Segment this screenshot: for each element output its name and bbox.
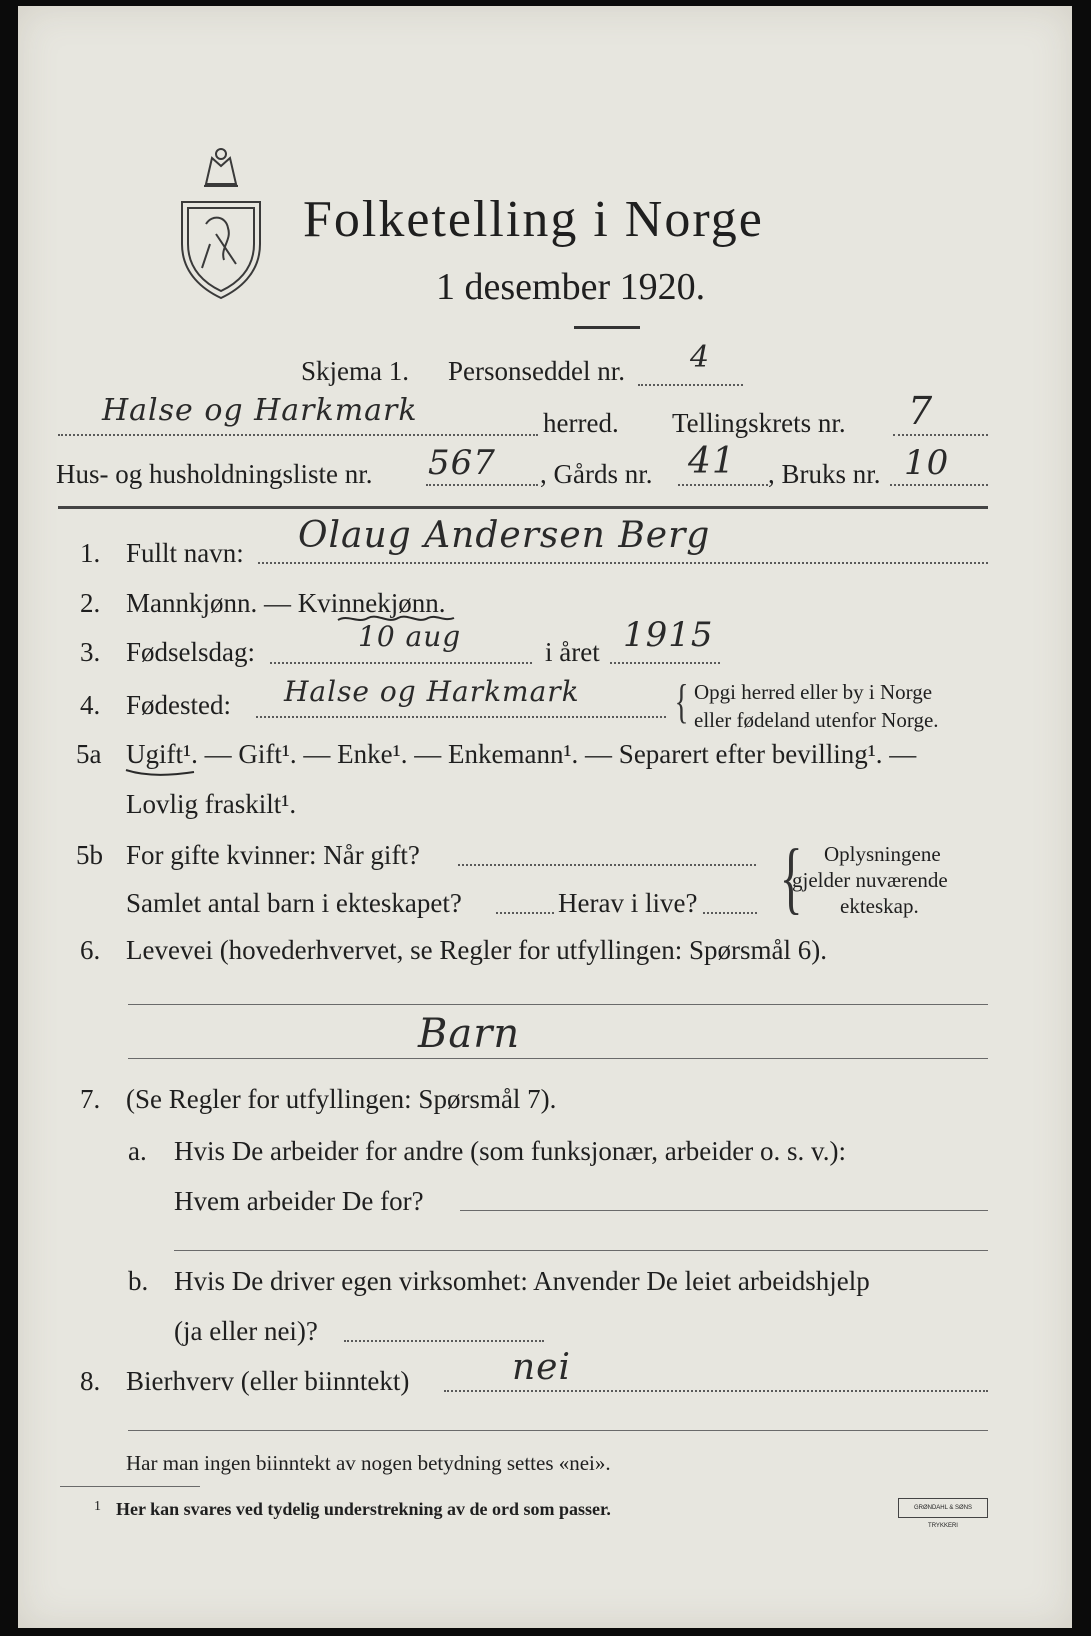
q5a-line1: Ugift¹. — Gift¹. — Enke¹. — Enkemann¹. — Separert efter bevilling¹. — (126, 739, 917, 769)
q1-value: Olaug Andersen Berg (298, 515, 711, 556)
gards-line (678, 484, 768, 486)
tellingskrets-line (893, 434, 988, 436)
bruks-label: , Bruks nr. (768, 459, 881, 489)
q7-label: (Se Regler for utfyllingen: Spørsmål 7). (126, 1084, 557, 1114)
title-divider (574, 326, 640, 329)
q7a-line1: Hvis De arbeider for andre (som funksjonær, arbeider o. s. v.): (174, 1136, 846, 1166)
q3-year-label: i året (545, 637, 600, 667)
form-title: Folketelling i Norge (303, 191, 764, 248)
q1-line (258, 562, 988, 564)
q7b-number: b. (128, 1266, 149, 1296)
q4-note-2: eller fødeland utenfor Norge. (694, 708, 939, 732)
q8-value: nei (512, 1347, 572, 1388)
q6-number: 6. (80, 935, 101, 965)
q7b-line2: (ja eller nei)? (174, 1316, 318, 1346)
q4-note-1: Opgi herred eller by i Norge (694, 680, 933, 704)
personseddel-line (638, 384, 743, 386)
q5b-number: 5b (76, 840, 103, 870)
q1-label: Fullt navn: (126, 538, 244, 568)
personseddel-value: 4 (690, 340, 711, 375)
footnote-mark: 1 (94, 1499, 101, 1514)
gards-label: , Gårds nr. (540, 459, 653, 489)
bruks-line (890, 484, 988, 486)
header-divider (58, 506, 988, 509)
q3-label: Fødselsdag: (126, 637, 256, 667)
q5b-line1: For gifte kvinner: Når gift? (126, 840, 420, 870)
census-date: 1 desember 1920. (436, 266, 706, 308)
q3-year-line (610, 662, 720, 664)
tellingskrets-value: 7 (908, 389, 934, 433)
hus-label: Hus- og husholdningsliste nr. (56, 459, 373, 489)
q7b-line1: Hvis De driver egen virksomhet: Anvender De leiet arbeidshjelp (174, 1266, 870, 1296)
q5b-when-line (458, 864, 756, 866)
q2-sep: . — (250, 588, 298, 618)
gards-value: 41 (688, 441, 736, 482)
q3-number: 3. (80, 637, 101, 667)
q5b-alive-line (703, 912, 757, 914)
q5b-note-2: gjelder nuværende (792, 868, 948, 892)
q2-male: Mannkjønn (126, 588, 251, 618)
q4-line (256, 716, 666, 718)
q7a-line2: Hvem arbeider De for? (174, 1186, 424, 1216)
q8-number: 8. (80, 1366, 101, 1396)
q7a-answer-line-2 (174, 1250, 988, 1251)
herred-line (58, 434, 538, 436)
norway-coat-of-arms-icon (176, 144, 266, 302)
q5b-alive-label: Herav i live? (558, 888, 698, 918)
footer-note: Har man ingen biinntekt av nogen betydning settes «nei». (126, 1451, 611, 1475)
q7b-answer-line (344, 1340, 544, 1342)
schema-label: Skjema 1. (301, 356, 409, 386)
q5b-note-1: Oplysningene (824, 842, 941, 866)
q7a-answer-line (460, 1210, 988, 1211)
q4-label: Fødested: (126, 690, 231, 720)
q3-value: 10 aug (358, 620, 462, 653)
q2-number: 2. (80, 588, 101, 618)
q6-value: Barn (418, 1011, 521, 1057)
q7-number: 7. (80, 1084, 101, 1114)
herred-label: herred. (543, 408, 619, 438)
q8-line (444, 1390, 988, 1392)
q6-label: Levevei (hovederhvervet, se Regler for utfyllingen: Spørsmål 6). (126, 935, 828, 965)
q5b-note-3: ekteskap. (840, 894, 919, 918)
footer-divider (60, 1486, 200, 1487)
q3-line (270, 662, 532, 664)
q6-line-1 (128, 1004, 988, 1005)
q4-value: Halse og Harkmark (284, 675, 580, 708)
q1-number: 1. (80, 538, 101, 568)
bruks-value: 10 (904, 443, 950, 483)
q2-female: Kvinnekjønn (297, 588, 439, 618)
q4-number: 4. (80, 690, 101, 720)
q8-line-2 (128, 1430, 988, 1431)
q5a-line2: Lovlig fraskilt¹. (126, 789, 297, 819)
q5b-children-label: Samlet antal barn i ekteskapet? (126, 888, 462, 918)
footnote-text: Her kan svares ved tydelig understrekning av de ord som passer. (116, 1499, 611, 1519)
q7a-number: a. (128, 1136, 147, 1166)
q4-brace: { (674, 675, 689, 728)
personseddel-label: Personseddel nr. (448, 356, 625, 386)
q6-line-2 (128, 1058, 988, 1059)
q8-label: Bierhverv (eller biinntekt) (126, 1366, 410, 1396)
q5b-brace: { (779, 834, 803, 922)
printer-stamp: GRØNDAHL & SØNS TRYKKERI (898, 1498, 988, 1518)
q5a-number: 5a (76, 739, 102, 769)
q3-year-value: 1915 (623, 615, 714, 655)
hus-value: 567 (428, 443, 496, 483)
q5a-underline-mark (124, 766, 196, 780)
hus-line (426, 484, 538, 486)
herred-value: Halse og Harkmark (102, 393, 418, 428)
q2-end: . (438, 588, 446, 618)
census-form (18, 6, 1072, 1628)
q5b-children-line (496, 912, 554, 914)
tellingskrets-label: Tellingskrets nr. (672, 408, 846, 438)
